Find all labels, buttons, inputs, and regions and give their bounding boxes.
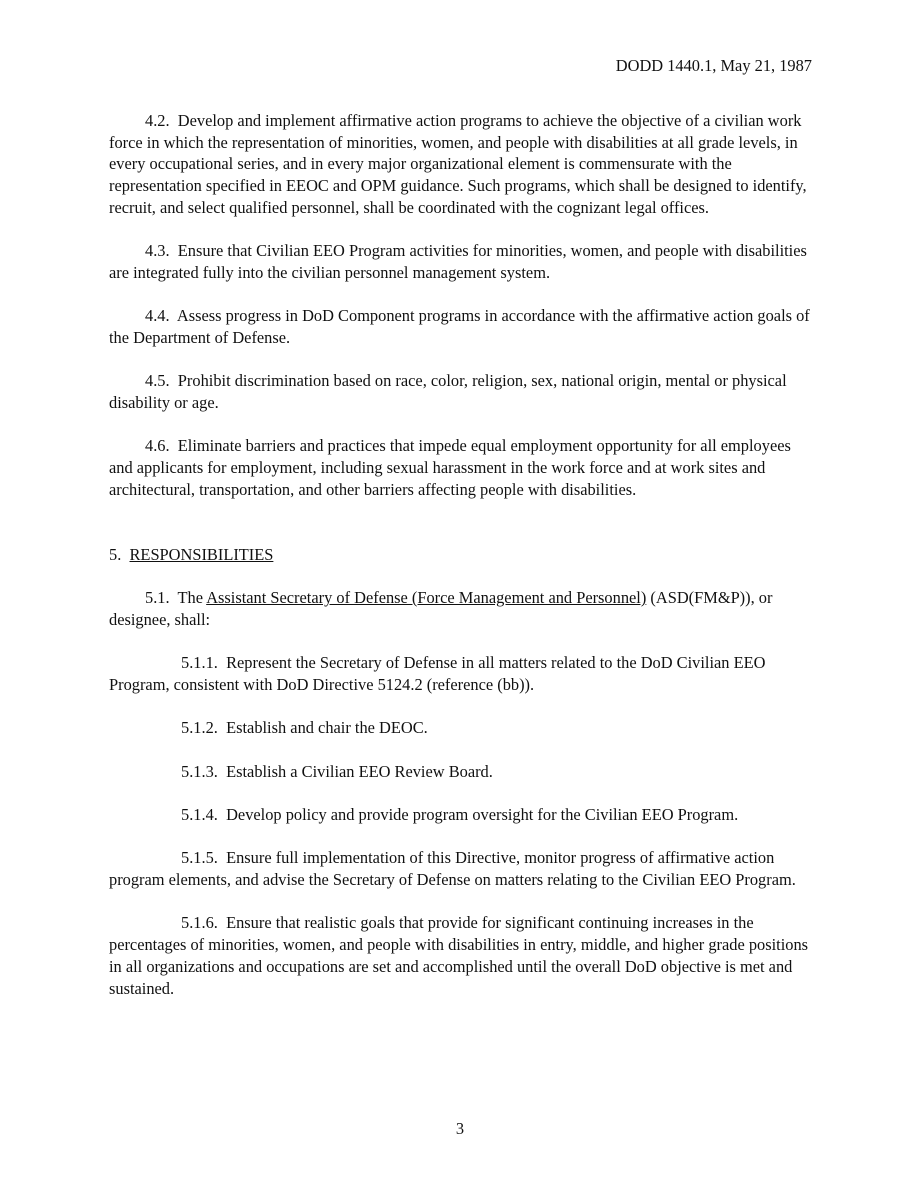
document-header <box>616 55 812 77</box>
paragraph-5-1-2 <box>109 717 815 739</box>
paragraph-4-6 <box>109 435 815 500</box>
paragraph-4-5 <box>109 370 815 413</box>
paragraph-5-1-6 <box>109 912 815 999</box>
section-number: 5. <box>109 544 122 564</box>
paragraph-text: Establish a Civilian EEO Review Board. <box>226 761 493 781</box>
paragraph-lead: The <box>177 587 203 607</box>
section-title: RESPONSIBILITIES <box>129 544 274 564</box>
page-number: 3 <box>455 1119 465 1138</box>
paragraph-number: 5.1.3. <box>181 761 218 781</box>
paragraph-number: 5.1.6. <box>181 913 218 933</box>
document-body <box>109 110 815 1021</box>
paragraph-text: Ensure that Civilian EEO Program activities for minorities, women, and people with disabilities are integrated fully into the civilian personnel management system. <box>109 241 807 282</box>
paragraph-text: Eliminate barriers and practices that impede equal employment opportunity for all employees and applicants for employment, including sexual harassment in the work force and at work sites and architectural, transportation, and other barriers affecting people with disabilities. <box>109 436 791 499</box>
document-reference: DODD 1440.1, May 21, 1987 <box>615 56 812 75</box>
paragraph-number: 5.1.2. <box>181 718 218 738</box>
paragraph-number: 4.4. <box>145 306 170 326</box>
paragraph-number: 4.3. <box>145 241 170 261</box>
paragraph-number: 5.1.4. <box>181 804 218 824</box>
paragraph-text: Assess progress in DoD Component programs in accordance with the affirmative action goals of the Department of Defense. <box>109 306 810 347</box>
paragraph-text: Develop and implement affirmative action programs to achieve the objective of a civilian work force in which the representation of minorities, women, and people with disabilities at all grade levels, in every occupational series, and in every major organizational element is commensurate with the representation specified in EEOC and OPM guidance. Such programs, which shall be designed to identify, recruit, and select qualified personnel, shall be coordinated with the cognizant legal offices. <box>109 111 807 217</box>
page-footer <box>0 1118 920 1140</box>
paragraph-number: 5.1. <box>145 587 170 607</box>
paragraph-number: 4.5. <box>145 371 170 391</box>
paragraph-5-1-4 <box>109 804 815 826</box>
paragraph-text: Represent the Secretary of Defense in all matters related to the DoD Civilian EEO Program, consistent with DoD Directive 5124.2 (reference (bb)). <box>109 653 766 694</box>
paragraph-4-4 <box>109 305 815 348</box>
paragraph-4-2 <box>109 110 815 219</box>
paragraph-number: 5.1.5. <box>181 848 218 868</box>
paragraph-text: Establish and chair the DEOC. <box>226 718 428 738</box>
paragraph-4-3 <box>109 240 815 283</box>
paragraph-text: Prohibit discrimination based on race, color, religion, sex, national origin, mental or physical disability or age. <box>109 371 787 413</box>
paragraph-number: 4.2. <box>145 111 170 130</box>
paragraph-text: Ensure full implementation of this Directive, monitor progress of affirmative action program elements, and advise the Secretary of Defense on matters relating to the Civilian EEO Program. <box>109 848 796 890</box>
paragraph-5-1 <box>109 587 815 630</box>
section-heading-responsibilities <box>109 544 815 566</box>
paragraph-text: Ensure that realistic goals that provide for significant continuing increases in the percentages of minorities, women, and people with disabilities in entry, middle, and higher grade positions in all organizations and occupations are set and accomplished until the overall DoD objective is met and sustained. <box>109 913 809 998</box>
office-name: Assistant Secretary of Defense (Force Management and Personnel) <box>206 587 647 607</box>
paragraph-5-1-3 <box>109 761 815 783</box>
paragraph-5-1-5 <box>109 847 815 890</box>
paragraph-number: 5.1.1. <box>181 653 218 673</box>
paragraph-text: Develop policy and provide program oversight for the Civilian EEO Program. <box>226 804 739 824</box>
paragraph-text: (ASD(FM&P)), or designee, shall: <box>109 587 773 629</box>
paragraph-5-1-1 <box>109 652 815 695</box>
paragraph-number: 4.6. <box>145 436 170 456</box>
